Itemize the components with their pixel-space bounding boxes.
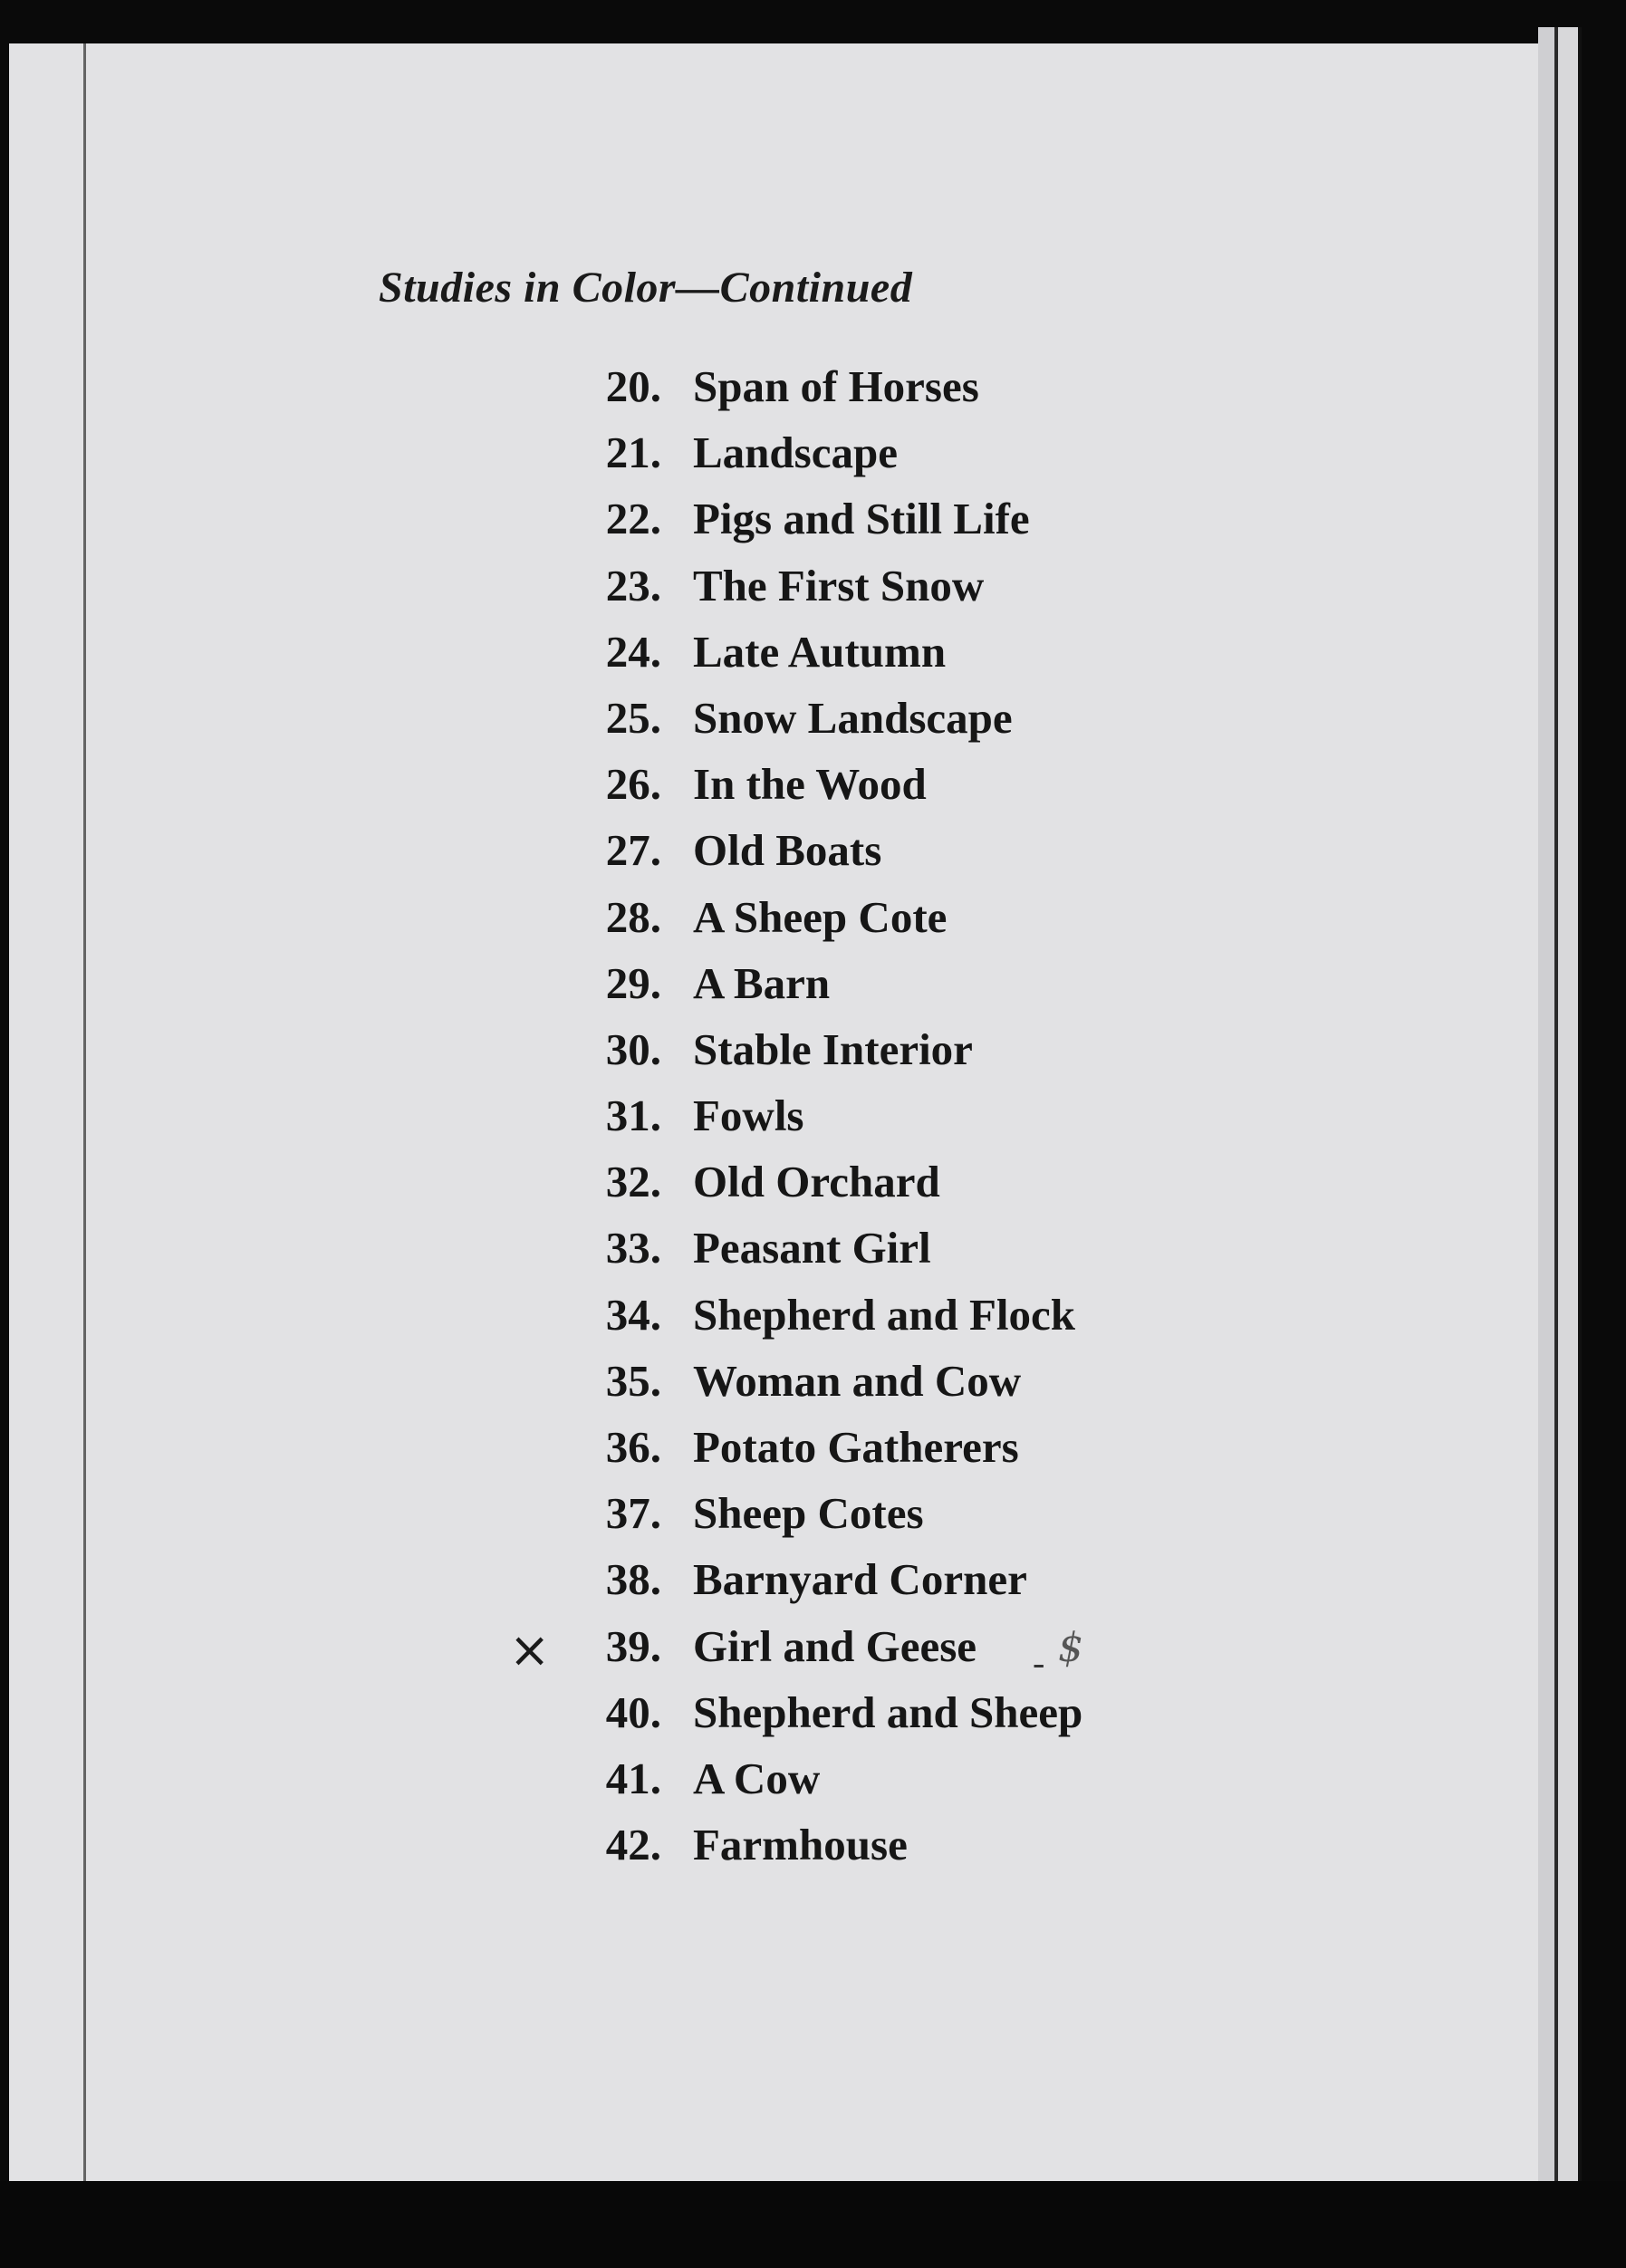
- item-title: The First Snow: [693, 560, 985, 610]
- item-title: Shepherd and Sheep: [693, 1687, 1083, 1737]
- item-number: 42.: [605, 1820, 661, 1870]
- item-title: Stable Interior: [693, 1023, 973, 1074]
- item-number: 20.: [605, 361, 661, 411]
- item-title: Fowls: [693, 1091, 804, 1141]
- item-title: Sheep Cotes: [693, 1488, 924, 1539]
- item-title: Old Boats: [693, 825, 882, 876]
- item-title: A Cow: [693, 1753, 821, 1803]
- item-number: 23.: [605, 560, 661, 610]
- item-title: A Sheep Cote: [693, 891, 948, 942]
- item-number: 22.: [605, 494, 661, 544]
- item-number: 27.: [605, 825, 661, 876]
- item-number: 33.: [605, 1223, 661, 1273]
- item-title: Peasant Girl: [693, 1223, 931, 1273]
- handwritten-pencil-mark: $: [1058, 1625, 1083, 1671]
- item-number: 31.: [605, 1091, 661, 1141]
- item-number: 37.: [605, 1488, 661, 1539]
- item-number: 25.: [605, 692, 661, 743]
- item-title: Late Autumn: [693, 626, 947, 677]
- item-number: 35.: [605, 1355, 661, 1406]
- item-title: Girl and Geese: [693, 1620, 977, 1671]
- item-number: 40.: [605, 1687, 661, 1737]
- item-number: 32.: [605, 1157, 661, 1207]
- item-title: Old Orchard: [693, 1157, 940, 1207]
- item-title: Landscape: [693, 428, 899, 478]
- item-title: Barnyard Corner: [693, 1554, 1027, 1605]
- item-title: In the Wood: [693, 759, 927, 810]
- item-title: Snow Landscape: [693, 692, 1013, 743]
- handwritten-dash-mark: -: [1033, 1642, 1045, 1683]
- scan-border: [0, 2181, 1626, 2268]
- item-number: 38.: [605, 1554, 661, 1605]
- item-title: Woman and Cow: [693, 1355, 1022, 1406]
- page-edge: [1538, 27, 1582, 2183]
- item-number: 29.: [605, 957, 661, 1008]
- item-number: 36.: [605, 1422, 661, 1472]
- item-number: 34.: [605, 1289, 661, 1340]
- item-title: Span of Horses: [693, 361, 979, 411]
- binding-gutter-line: [83, 43, 86, 2181]
- item-title: Shepherd and Flock: [693, 1289, 1076, 1340]
- section-heading: Studies in Color—Continued: [379, 264, 913, 312]
- item-number: 39.: [605, 1620, 661, 1671]
- item-title: A Barn: [693, 957, 831, 1008]
- handwritten-x-mark: ×: [509, 1621, 551, 1678]
- item-title: Pigs and Still Life: [693, 494, 1030, 544]
- item-number: 30.: [605, 1023, 661, 1074]
- item-number: 28.: [605, 891, 661, 942]
- item-number: 21.: [605, 428, 661, 478]
- item-number: 26.: [605, 759, 661, 810]
- item-title: Farmhouse: [693, 1820, 908, 1870]
- item-number: 41.: [605, 1753, 661, 1803]
- item-number: 24.: [605, 626, 661, 677]
- item-title: Potato Gatherers: [693, 1422, 1019, 1472]
